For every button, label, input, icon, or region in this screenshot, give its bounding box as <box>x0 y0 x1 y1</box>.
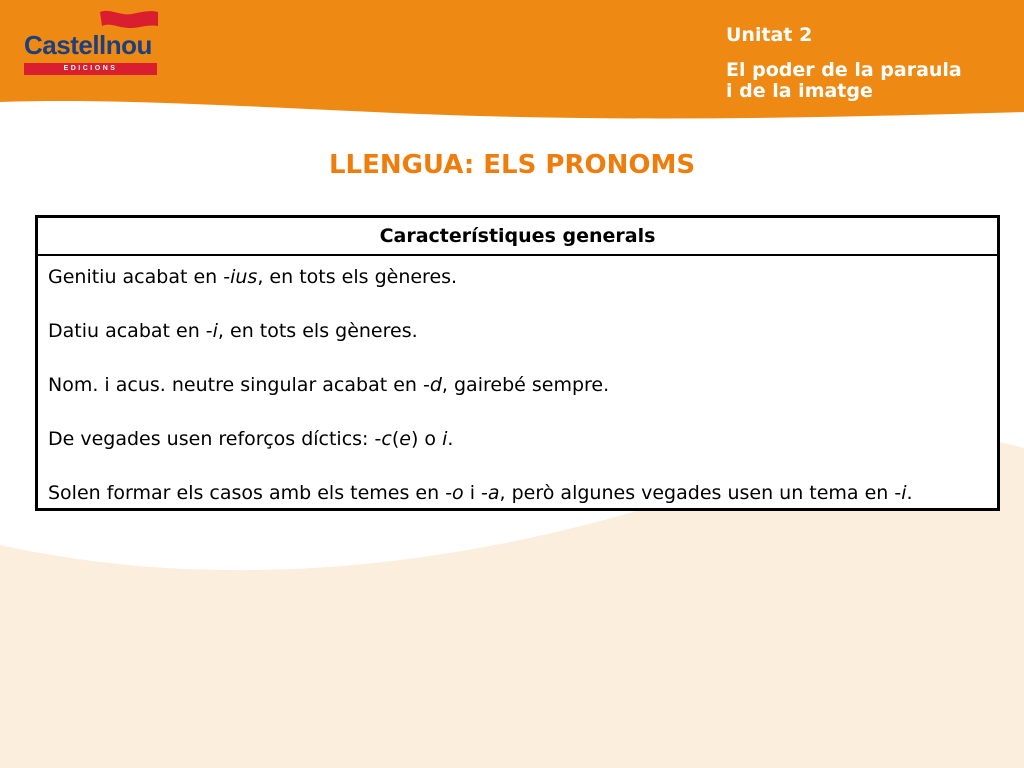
row-text: i - <box>463 482 488 504</box>
row-text: . <box>906 482 913 504</box>
row-text-italic: a <box>487 482 500 504</box>
row-text: . <box>447 428 454 450</box>
logo-wordmark: Castellnou <box>24 30 152 60</box>
row-text: ( <box>391 428 400 450</box>
unit-subtitle <box>726 60 1016 102</box>
page-title: LLENGUA: ELS PRONOMS <box>328 150 696 180</box>
row-text-italic: i <box>212 320 218 342</box>
row-text-italic: i <box>442 428 448 450</box>
table-row <box>48 426 987 452</box>
row-text: , gairebé sempre. <box>441 374 610 396</box>
row-text-italic: c <box>381 428 392 450</box>
unit-label: Unitat 2 <box>726 24 813 46</box>
row-text: Genitiu acabat en - <box>48 266 231 288</box>
characteristics-table <box>35 215 1000 511</box>
row-text: ) o <box>410 428 443 450</box>
row-text: Datiu acabat en - <box>48 320 213 342</box>
row-text-italic: ius <box>230 266 258 288</box>
row-text: Nom. i acus. neutre singular acabat en - <box>48 374 430 396</box>
table-row <box>48 264 987 290</box>
row-text: , però algunes vegades usen un tema en - <box>499 482 902 504</box>
table-row <box>48 318 987 344</box>
row-text: , en tots els gèneres. <box>217 320 418 342</box>
unit-subtitle-line1: El poder de la paraula <box>726 59 962 81</box>
row-text-italic: i <box>901 482 907 504</box>
row-text-italic: d <box>429 374 442 396</box>
row-text: , en tots els gèneres. <box>257 266 458 288</box>
row-text-italic: e <box>399 428 411 450</box>
row-text: Solen formar els casos amb els temes en - <box>48 482 453 504</box>
row-text: De vegades usen reforços díctics: - <box>48 428 382 450</box>
logo-flag-icon <box>100 11 158 28</box>
table-row <box>48 372 987 398</box>
table-body <box>38 256 997 508</box>
row-text-italic: o <box>452 482 464 504</box>
table-header: Característiques generals <box>38 218 997 256</box>
logo-subtitle: EDICIONS <box>24 63 157 75</box>
table-row <box>48 480 987 506</box>
unit-subtitle-line2: i de la imatge <box>726 80 873 102</box>
